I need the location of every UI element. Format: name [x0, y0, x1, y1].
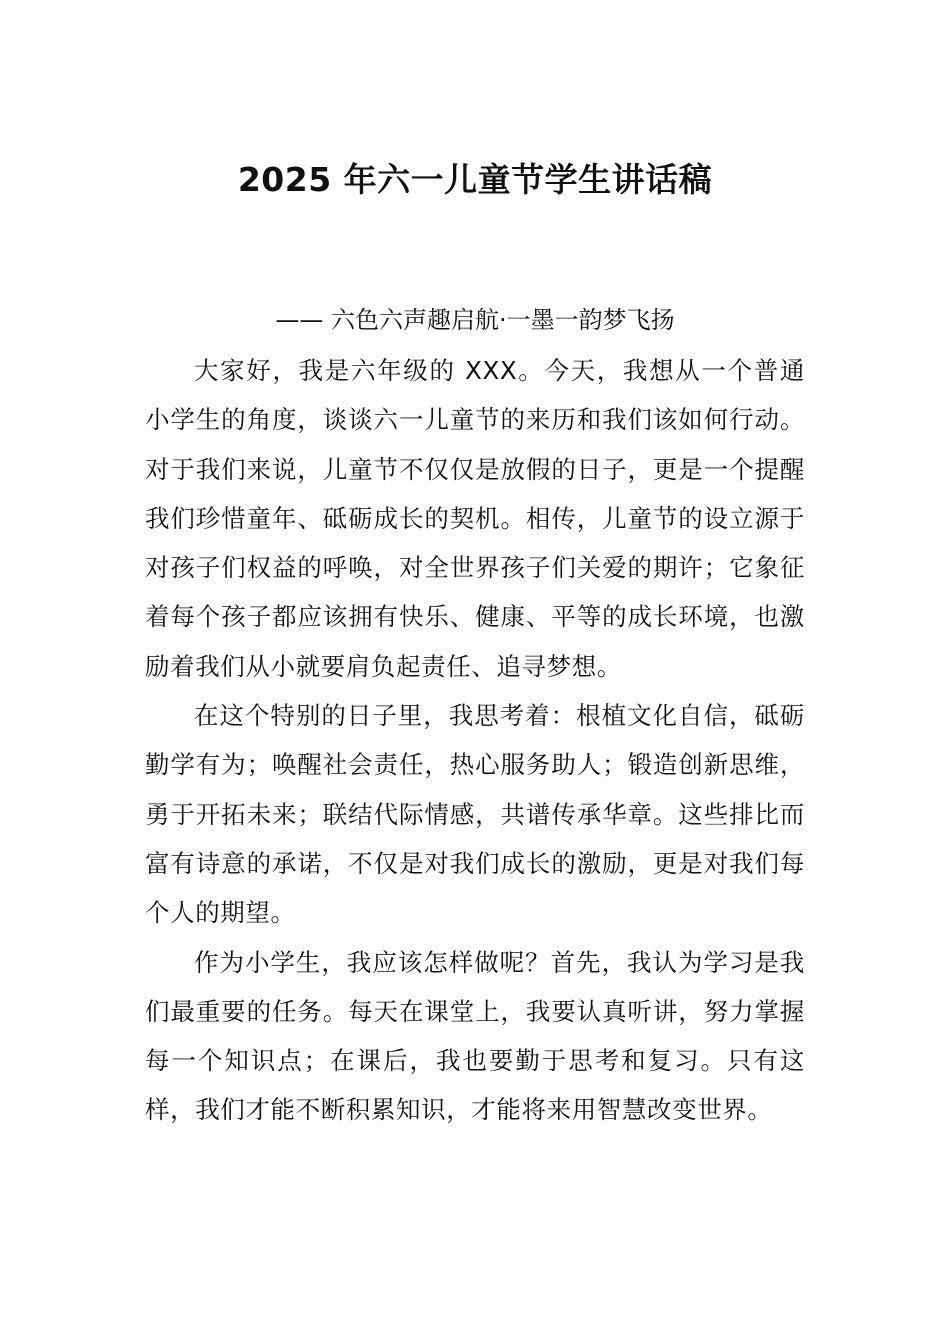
paragraph-reflection: 在这个特别的日子里，我思考着：根植文化自信，砥砺勤学有为；唤醒社会责任，热心服务助人；锻造创新思维，勇于开拓未来；联结代际情感，共谱传承华章。这些排比而富有诗意的承诺，不仅是对我们成长的激励，更是对我们每个人的期望。 [145, 701, 805, 928]
document-body [145, 346, 805, 1135]
paragraph-intro: 大家好，我是六年级的 XXX。今天，我想从一个普通小学生的角度，谈谈六一儿童节的来历和我们该如何行动。对于我们来说，儿童节不仅仅是放假的日子，更是一个提醒我们珍惜童年、砥砺成长的契机。相传，儿童节的设立源于对孩子们权益的呼唤，对全世界孩子们关爱的期许；它象征着每个孩子都应该拥有快乐、健康、平等的成长环境，也激励着我们从小就要肩负起责任、追寻梦想。 [145, 356, 805, 681]
document-subtitle: —— 六色六声趣启航·一墨一韵梦飞扬 [275, 306, 675, 334]
paragraph-study: 作为小学生，我应该怎样做呢？首先，我认为学习是我们最重要的任务。每天在课堂上，我要认真听讲，努力掌握每一个知识点；在课后，我也要勤于思考和复习。只有这样，我们才能不断积累知识，才能将来用智慧改变世界。 [145, 947, 805, 1125]
document-title: 2025 年六一儿童节学生讲话稿 [237, 160, 713, 199]
